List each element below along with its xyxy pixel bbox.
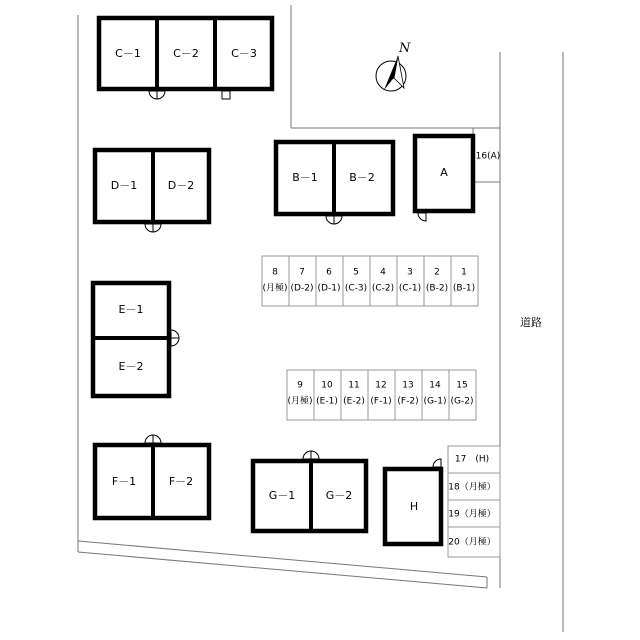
unit-label-h: H: [409, 500, 419, 513]
unit-label-g1: G－1: [268, 489, 296, 502]
parking-assignment: (E-1): [316, 396, 338, 407]
unit-label-d1: D－1: [110, 179, 138, 192]
unit-label-e2: E－2: [118, 360, 144, 373]
door-icon: [145, 224, 161, 232]
unit-label-a: A: [440, 166, 448, 179]
parking-assignment: (B-1): [452, 283, 476, 294]
parking-number: 11: [348, 380, 360, 391]
door-icon: [326, 216, 342, 224]
parking-row-1: [262, 256, 478, 306]
unit-label-f1: F－1: [111, 475, 137, 488]
unit-label-e1: E－1: [118, 303, 144, 316]
door-icon: [149, 91, 230, 99]
parking-stall: [397, 256, 424, 306]
building-g: [253, 451, 366, 531]
parking-number: 2: [434, 267, 440, 278]
unit-label-b1: B－1: [292, 171, 318, 184]
parking-assignment: (F-2): [397, 396, 419, 407]
parking-number: 13: [402, 380, 414, 391]
parking-number: 9: [297, 380, 303, 391]
parking-stall: [341, 370, 368, 420]
parking-assignment: (G-1): [423, 396, 447, 407]
parking-number: 5: [353, 267, 359, 278]
parking-16-label: 16(A): [475, 151, 501, 162]
building-b: [276, 142, 393, 224]
parking-stall: [343, 256, 370, 306]
parking-assignment: (F-1): [370, 396, 392, 407]
road-label: 道路: [520, 316, 542, 329]
building-c: [99, 18, 272, 99]
unit-label-g2: G－2: [325, 489, 353, 502]
parking-assignment: (C-1): [398, 283, 422, 294]
parking-number: 15: [456, 380, 468, 391]
parking-assignment: (月極): [287, 396, 313, 407]
parking-assignment: (G-2): [450, 396, 474, 407]
parking-stall: [370, 256, 397, 306]
unit-label-c2: C－2: [173, 47, 199, 60]
parking-stall: [314, 370, 341, 420]
parking-stall: [395, 370, 422, 420]
parking-stall: [316, 256, 343, 306]
parking-number: 8: [272, 267, 278, 278]
parking-number: 12: [375, 380, 387, 391]
parking-assignment: (D-1): [317, 283, 341, 294]
parking-number: 4: [380, 267, 386, 278]
parking-side-label: 20（月極）: [448, 537, 496, 548]
parking-stall: [289, 256, 316, 306]
door-icon: [145, 435, 161, 443]
unit-label-d2: D－2: [167, 179, 195, 192]
parking-assignment: (C-2): [371, 283, 395, 294]
building-d: [95, 150, 209, 232]
door-icon: [171, 330, 179, 346]
building-a: [415, 136, 473, 221]
parking-stall: [287, 370, 314, 420]
building-f: [95, 435, 209, 518]
unit-label-c3: C－3: [231, 47, 257, 60]
parking-assignment: (D-2): [290, 283, 314, 294]
parking-assignment: (E-2): [343, 396, 365, 407]
building-e: [93, 283, 179, 396]
unit-label-c1: C－1: [115, 47, 141, 60]
door-icon: [418, 213, 426, 221]
parking-assignment: (月極): [262, 283, 288, 294]
parking-number: 14: [429, 380, 441, 391]
parking-number: 10: [321, 380, 333, 391]
north-arrow-icon: [376, 41, 411, 91]
parking-stall: [449, 370, 476, 420]
parking-number: 6: [326, 267, 332, 278]
door-icon: [433, 459, 441, 467]
door-icon: [303, 451, 319, 459]
parking-side-column: [448, 446, 500, 557]
unit-label-f2: F－2: [168, 475, 194, 488]
parking-stall: [262, 256, 289, 306]
parking-stall: [451, 256, 478, 306]
parking-stall: [424, 256, 451, 306]
parking-assignment: (B-2): [425, 283, 449, 294]
parking-number: 1: [461, 267, 467, 278]
parking-side-label: 19（月極）: [448, 509, 496, 520]
parking-assignment: (C-3): [344, 283, 368, 294]
parking-stall: [422, 370, 449, 420]
parking-number: 7: [299, 267, 305, 278]
parking-stall: [368, 370, 395, 420]
building-h: [385, 459, 441, 544]
parking-side-label: 18（月極）: [448, 482, 496, 493]
parking-row-2: [287, 370, 476, 420]
unit-label-b2: B－2: [349, 171, 375, 184]
north-label: N: [399, 41, 411, 56]
parking-number: 3: [407, 267, 413, 278]
parking-side-label: 17 (H): [454, 454, 490, 465]
